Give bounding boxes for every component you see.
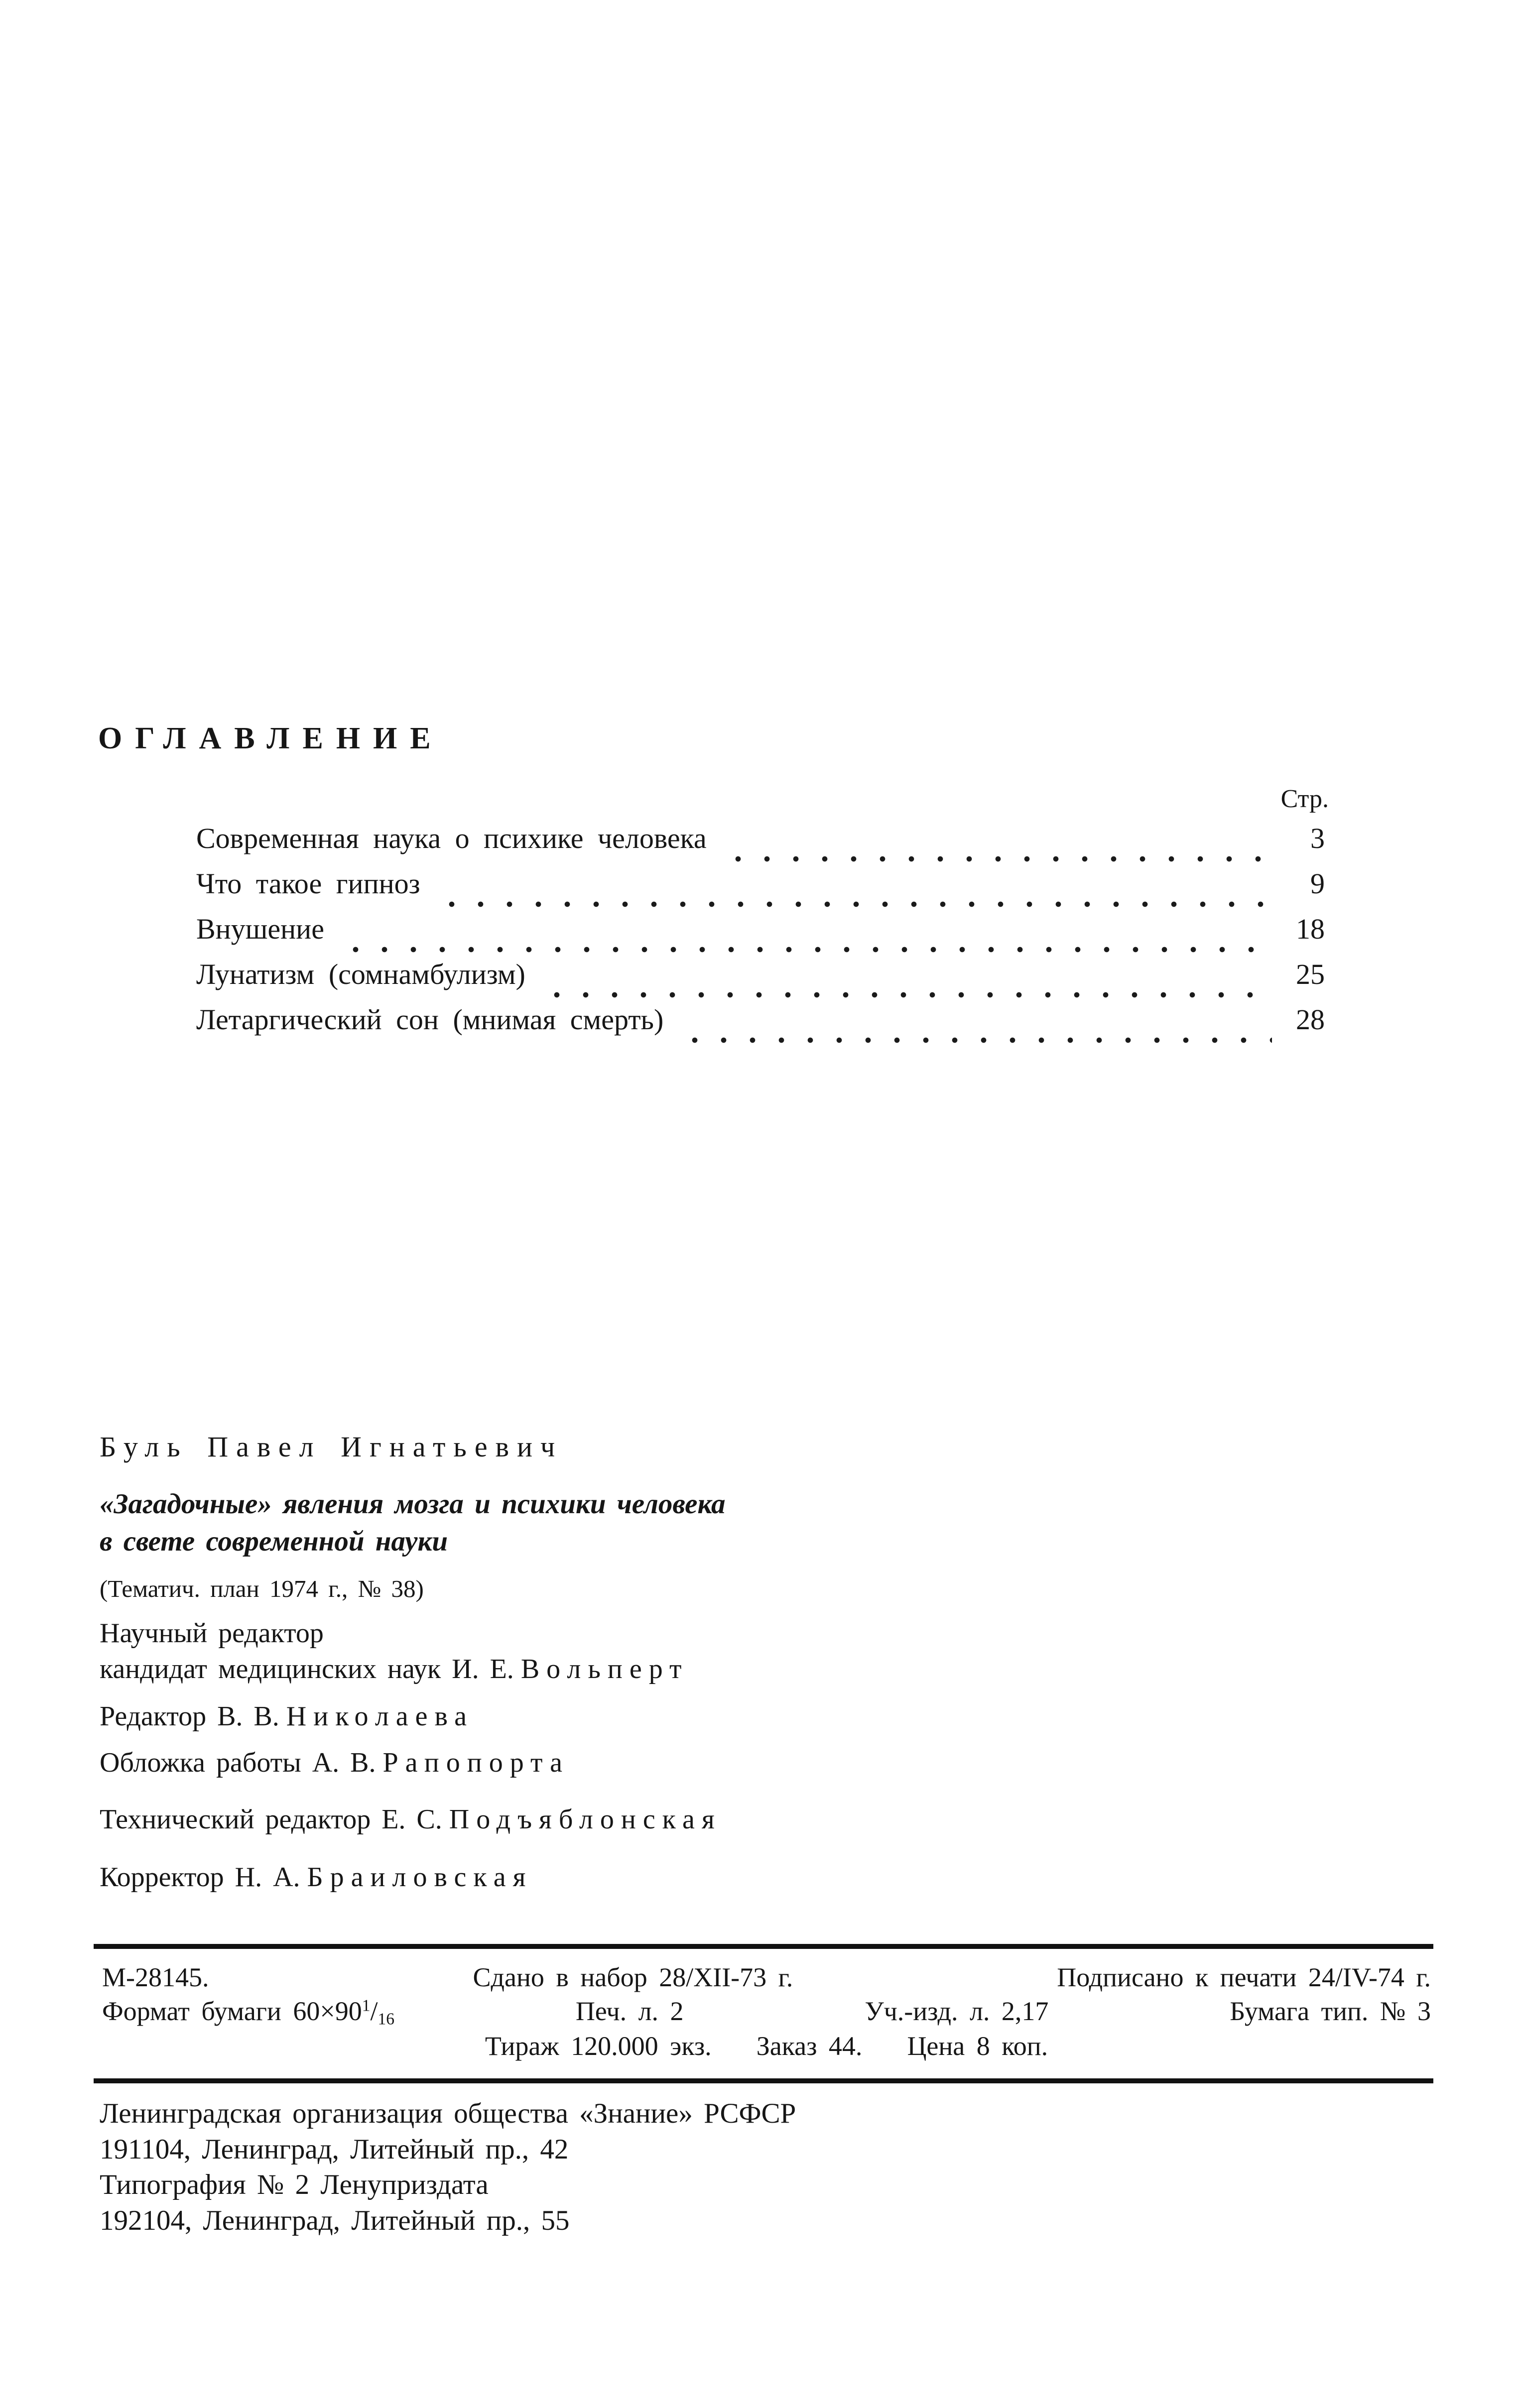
dot-leader [341, 925, 1272, 955]
toc-entry [196, 822, 1325, 867]
dot-leader [680, 1015, 1272, 1045]
toc-entry-page: 25 [1296, 958, 1325, 990]
editor-line [100, 1700, 474, 1732]
format-denominator: 16 [378, 2010, 395, 2029]
imprint-line-3 [102, 2031, 1431, 2061]
dot-leader [542, 970, 1272, 1000]
toc-list [196, 822, 1325, 1048]
proofreader-prefix: Корректор Н. А. [100, 1862, 300, 1893]
toc-entry-title: Современная наука о психике человека [196, 822, 707, 854]
publisher-address: 191104, Ленинград, Литейный пр., 42 [100, 2134, 569, 2165]
order-number: Заказ 44. [756, 2031, 863, 2061]
toc-entry-title: Лунатизм (сомнамбулизм) [196, 958, 525, 990]
horizontal-rule-top [94, 1944, 1433, 1949]
imprint-typeset-date: Сдано в набор 28/XII-73 г. [473, 1962, 793, 1992]
editor-name: Николаева [286, 1701, 474, 1732]
print-sheets: Печ. л. 2 [575, 1996, 684, 2026]
thematic-plan-note: (Тематич. план 1974 г., № 38) [100, 1575, 424, 1602]
toc-page-column-label: Стр. [1280, 785, 1329, 813]
toc-entry-page: 3 [1310, 822, 1325, 854]
toc-entry [196, 867, 1325, 912]
circulation: Тираж 120.000 экз. [485, 2031, 712, 2061]
editor-prefix: Редактор В. В. [100, 1701, 279, 1732]
imprint-code: М-28145. [102, 1962, 209, 1992]
science-editor-label: Научный редактор [100, 1618, 324, 1649]
format-numerator: 1 [362, 1996, 371, 2015]
imprint-signed-date: Подписано к печати 24/IV-74 г. [1057, 1962, 1431, 1992]
book-title-line2: в свете современной науки [100, 1526, 448, 1557]
science-editor-name: Вольперт [520, 1654, 689, 1685]
publisher-organization: Ленинградская организация общества «Знание» РСФСР [100, 2098, 796, 2129]
toc-entry-page: 18 [1296, 913, 1325, 945]
accounting-sheets: Уч.-изд. л. 2,17 [865, 1996, 1049, 2026]
science-editor-prefix: кандидат медицинских наук И. Е. [100, 1654, 514, 1685]
paper-type: Бумага тип. № 3 [1230, 1996, 1431, 2026]
toc-entry-page: 9 [1310, 867, 1325, 900]
printing-house: Типография № 2 Ленуприздата [100, 2169, 489, 2200]
toc-heading: ОГЛАВЛЕНИЕ [98, 722, 444, 755]
cover-artist-name: Рапопорта [382, 1747, 569, 1778]
cover-prefix: Обложка работы А. В. [100, 1747, 376, 1778]
imprint-line-1 [102, 1962, 1431, 1993]
toc-entry-page: 28 [1296, 1003, 1325, 1036]
author-name: Буль Павел Игнатьевич [100, 1431, 563, 1463]
toc-entry [196, 912, 1325, 958]
price: Цена 8 коп. [907, 2031, 1048, 2061]
technical-editor-prefix: Технический редактор Е. С. [100, 1804, 442, 1835]
toc-entry-title: Летаргический сон (мнимая смерть) [196, 1003, 664, 1036]
toc-entry-title: Внушение [196, 913, 324, 945]
imprint-line-2 [102, 1996, 1431, 2029]
toc-entry [196, 958, 1325, 1003]
dot-leader [437, 879, 1272, 909]
toc-entry-title: Что такое гипноз [196, 867, 420, 900]
technical-editor-line [100, 1804, 722, 1835]
book-title-line1: «Загадочные» явления мозга и психики человека [100, 1488, 726, 1520]
toc-entry [196, 1003, 1325, 1048]
proofreader-name: Браиловская [307, 1862, 533, 1893]
proofreader-line [100, 1861, 532, 1893]
dot-leader [724, 834, 1272, 864]
technical-editor-name: Подъяблонская [449, 1804, 722, 1835]
paper-format: Формат бумаги $60\times 90^1/_{16}$ [102, 1996, 395, 2029]
horizontal-rule-bottom [94, 2078, 1433, 2083]
science-editor-line [100, 1653, 688, 1685]
printing-house-address: 192104, Ленинград, Литейный пр., 55 [100, 2205, 570, 2236]
cover-artist-line [100, 1747, 569, 1779]
